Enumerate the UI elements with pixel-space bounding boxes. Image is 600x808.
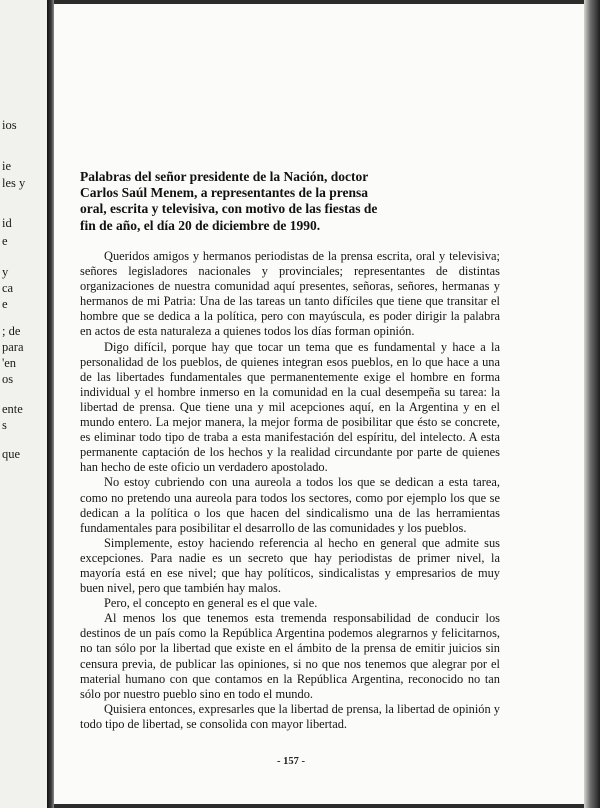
paragraph: No estoy cubriendo con una aureola a todos los que se dedican a esta tarea, como no pretendo una aureola para todos los sectores, como por ejemplo los que se dedican a la política o los que hacen del sindicalismo una de las herramientas fundamentales para posibilitar el desarrollo de las comunidades y los pueblos. xyxy=(80,475,500,535)
left-page-fragment: ente xyxy=(2,402,23,416)
left-page-fragment: 'en xyxy=(2,356,17,370)
left-page-fragment: os xyxy=(2,372,14,386)
left-page-fragment: ca xyxy=(2,281,14,295)
left-page-fragment: y xyxy=(2,265,9,279)
left-page-fragment: que xyxy=(2,447,21,461)
paragraph: Pero, el concepto en general es el que vale. xyxy=(104,596,318,611)
speech-title: Palabras del señor presidente de la Nación, doctor Carlos Saúl Menem, a representantes de la prensa oral, escrita y televisiva, con motivo de las fiestas de fin de año, el día 20 de diciembre de 1990. xyxy=(80,169,378,233)
left-page-fragment: s xyxy=(2,418,7,432)
left-page-fragment: e xyxy=(2,297,8,311)
page-number: - 157 - xyxy=(277,756,305,767)
paragraph: Simplemente, estoy haciendo referencia al hecho en general que admite sus excepciones. Para nadie es un secreto que hay periodistas de primer nivel, la mayoría está en ese nivel; que hay políticos, sindicalistas y empresarios de muy buen nivel, pero que también hay malos. xyxy=(80,535,500,596)
left-page-fragment: les y xyxy=(2,176,26,190)
left-page-fragment: ; de xyxy=(2,324,21,338)
left-page-fragment: id xyxy=(2,216,12,230)
left-page-fragment: ie xyxy=(2,159,12,173)
paragraph: Digo difícil, porque hay que tocar un tema que es fundamental y hace a la personalidad de los pueblos, de quienes integran esos pueblos, en lo que hace a una de las libertades fundamentales que permanentemente exige el hombre en forma individual y el hombre inmerso en la comunidad en la cual desempeña su tarea: la libertad de prensa. Que tiene una y mil acepciones aquí, en la Argentina y en el mundo entero. La mejor manera, la mejor forma de posibilitar que ésto se concrete, es eliminar todo tipo de traba a esta manifestación del espíritu, del intelecto. A esta permanente captación de los hechos y la realidad circundante por parte de quienes han hecho de este oficio un verdadero apostolado. xyxy=(80,339,500,475)
left-page-fragment: e xyxy=(2,234,8,248)
paragraph: Queridos amigos y hermanos periodistas de la prensa escrita, oral y televisiva; señores legisladores nacionales y provinciales; representantes de distintas organizaciones de nuestra comunidad aquí presentes, señoras, señores, hermanas y hermanos de mi Patria: Una de las tareas un tanto difíciles que tiene que transitar el hombre que se dedica a la política, pero con mayúscula, es poder dirigir la palabra en actos de esta naturaleza a quienes todos los días forman opinión. xyxy=(80,249,500,339)
book-gutter xyxy=(47,0,54,808)
left-page-edge xyxy=(0,0,48,808)
page-edge-shadow xyxy=(584,0,600,808)
left-page-fragment: para xyxy=(2,340,24,354)
document-page xyxy=(54,4,584,804)
left-page-fragment: ios xyxy=(2,118,17,132)
paragraph: Al menos los que tenemos esta tremenda responsabilidad de conducir los destinos de un país como la República Argentina podemos alegrarnos y felicitarnos, no tan sólo por la libertad que existe en el ámbito de la prensa de emitir juicios sin censura previa, de publicar las opiniones, si no que nos tenemos que alegrar por el material humano con que contamos en la República Argentina, reconocido no tan sólo por nuestro pueblo sino en todo el mundo. xyxy=(80,611,500,701)
paragraph: Quisiera entonces, expresarles que la libertad de prensa, la libertad de opinión y todo tipo de libertad, se consolida con mayor libertad. xyxy=(80,701,500,731)
speech-body xyxy=(80,249,500,732)
